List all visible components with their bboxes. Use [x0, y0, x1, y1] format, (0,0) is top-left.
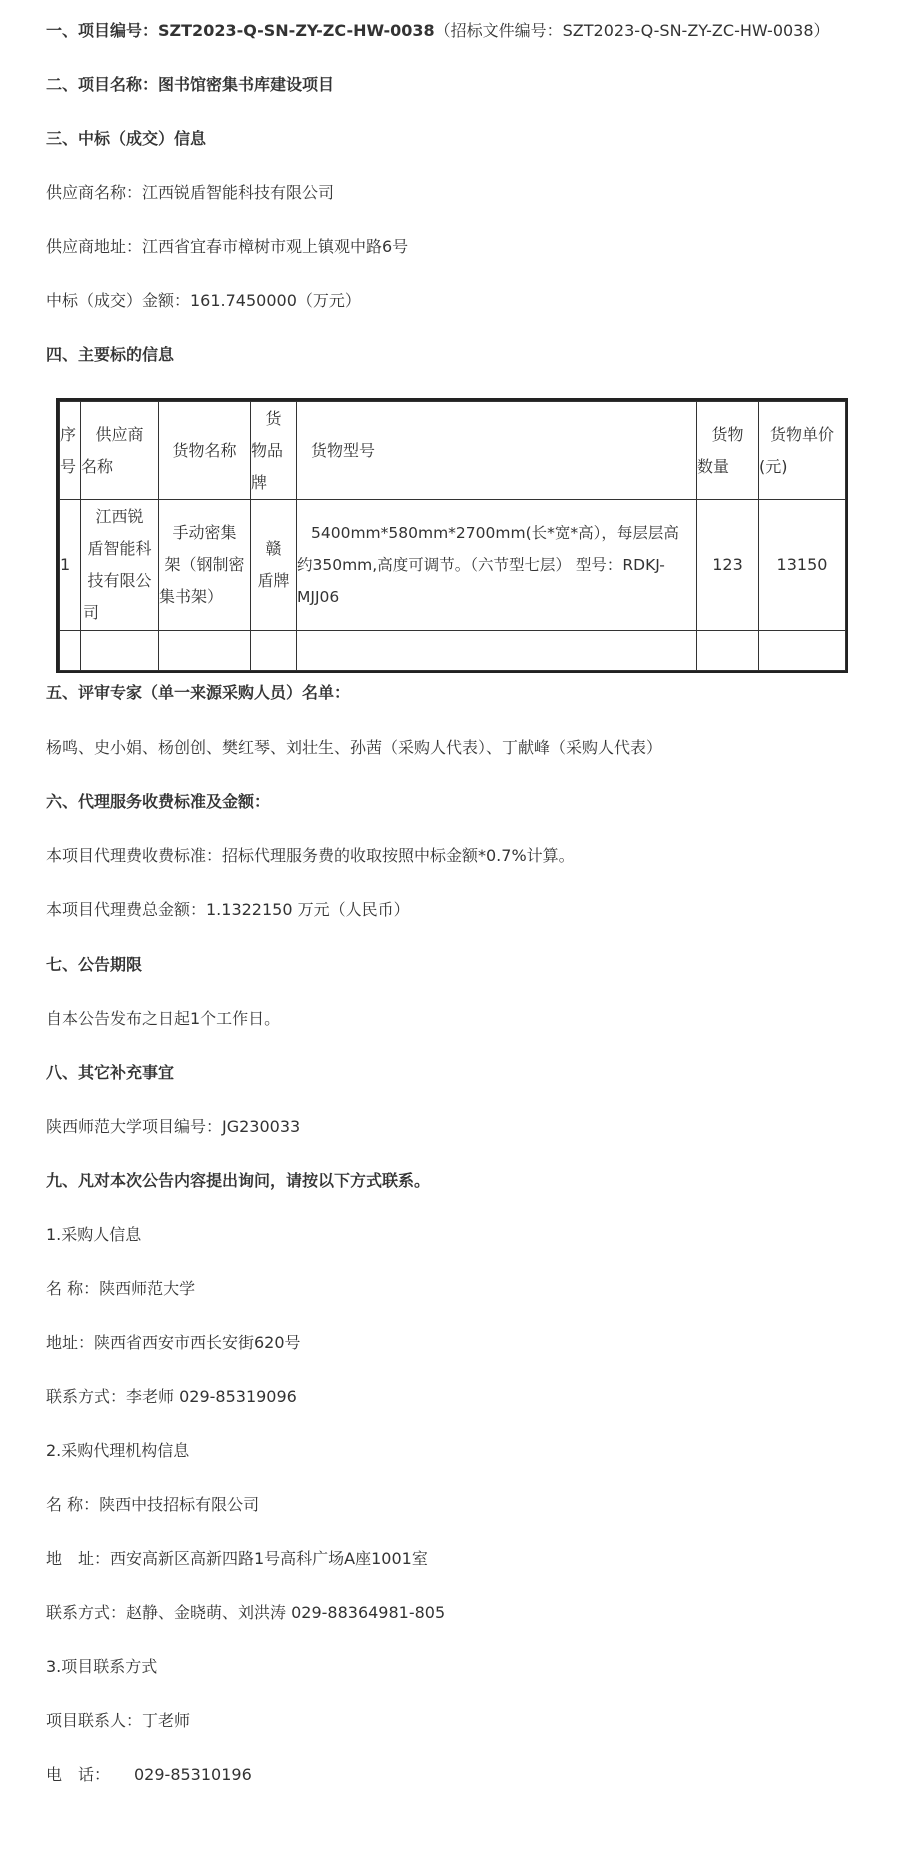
cell-goods-name-line: 架（钢制密 [164, 555, 245, 574]
fee-standard: 本项目代理费收费标准：招标代理服务费的收取按照中标金额*0.7%计算。 [46, 846, 575, 865]
notice-period: 自本公告发布之日起1个工作日。 [46, 1009, 281, 1028]
cell-supplier-line: 盾智能科 [87, 539, 152, 558]
header-price [759, 402, 846, 500]
section-award-info: 三、中标（成交）信息 [46, 129, 207, 148]
header-qty-line: 数量 [697, 456, 730, 476]
cell-empty [759, 631, 846, 671]
cell-brand-line: 盾牌 [257, 571, 290, 590]
cell-empty [697, 631, 759, 671]
header-seq-line: 号 [60, 456, 77, 476]
header-model: 货物型号 [297, 402, 697, 500]
main-items-table [59, 401, 846, 671]
section-experts: 五、评审专家（单一来源采购人员）名单： [46, 683, 351, 702]
tender-doc-number: （招标文件编号：SZT2023-Q-SN-ZY-ZC-HW-0038） [434, 21, 830, 40]
header-seq-line: 序 [60, 424, 77, 444]
cell-empty [60, 631, 81, 671]
header-brand-line: 货 [265, 408, 282, 428]
section-notice-period: 七、公告期限 [46, 955, 143, 974]
cell-model-line: 约350mm,高度可调节。（六节型七层） 型号：RDKJ- [297, 556, 665, 574]
project-number: SZT2023-Q-SN-ZY-ZC-HW-0038 [158, 21, 435, 40]
section-agency-fee: 六、代理服务收费标准及金额： [46, 792, 271, 811]
cell-empty [159, 631, 251, 671]
university-project-number: 陕西师范大学项目编号：JG230033 [46, 1117, 301, 1136]
project-contact-phone: 电 话： 029-85310196 [46, 1765, 252, 1784]
header-qty-line: 货物 [711, 424, 744, 444]
project-contact-person: 项目联系人：丁老师 [46, 1711, 191, 1730]
header-qty [697, 402, 759, 500]
agency-name: 名 称：陕西中技招标有限公司 [46, 1495, 260, 1514]
header-brand [251, 402, 297, 500]
bid-amount: 中标（成交）金额：161.7450000（万元） [46, 291, 361, 310]
cell-goods-name-line: 手动密集 [172, 523, 237, 542]
header-price-line: 货物单价 [769, 424, 834, 444]
project-contact-heading: 3.项目联系方式 [46, 1657, 158, 1676]
cell-qty: 123 [697, 500, 759, 631]
purchaser-name: 名 称：陕西师范大学 [46, 1279, 196, 1298]
cell-price: 13150 [759, 500, 846, 631]
cell-supplier-line: 司 [83, 603, 100, 622]
supplier-name: 供应商名称：江西锐盾智能科技有限公司 [46, 183, 335, 202]
header-brand-line: 牌 [251, 472, 268, 492]
header-goods-name: 货物名称 [159, 402, 251, 500]
cell-empty [251, 631, 297, 671]
section-main-items: 四、主要标的信息 [46, 345, 175, 364]
cell-goods-name-line: 集书架） [159, 587, 224, 606]
cell-brand-line: 赣 [265, 539, 282, 558]
header-supplier-line: 名称 [81, 456, 114, 476]
section-project-number [46, 20, 830, 42]
cell-supplier-line: 江西锐 [95, 507, 144, 526]
section-other-matters: 八、其它补充事宜 [46, 1063, 175, 1082]
header-supplier-line: 供应商 [95, 424, 144, 444]
purchaser-info-heading: 1.采购人信息 [46, 1225, 142, 1244]
cell-supplier-line: 技有限公 [87, 571, 152, 590]
header-seq [60, 402, 81, 500]
section-project-name: 二、项目名称：图书馆密集书库建设项目 [46, 75, 335, 94]
cell-goods-name [159, 500, 251, 631]
header-brand-line: 物品 [251, 440, 284, 460]
purchaser-address: 地址：陕西省西安市西长安街620号 [46, 1333, 301, 1352]
cell-supplier [81, 500, 159, 631]
main-items-table-frame [56, 398, 848, 673]
cell-model [297, 500, 697, 631]
agency-address: 地 址：西安高新区高新四路1号高科广场A座1001室 [46, 1549, 428, 1568]
fee-total: 本项目代理费总金额：1.1322150 万元（人民币） [46, 900, 410, 919]
agency-contact: 联系方式：赵静、金晓萌、刘洪涛 029-88364981-805 [46, 1603, 446, 1622]
cell-brand [251, 500, 297, 631]
experts-list: 杨鸣、史小娟、杨创创、樊红琴、刘壮生、孙茜（采购人代表）、丁献峰（采购人代表） [46, 738, 663, 757]
header-price-line: (元) [759, 456, 788, 476]
table-header-row [60, 402, 846, 500]
cell-empty [81, 631, 159, 671]
purchaser-contact: 联系方式：李老师 029-85319096 [46, 1387, 297, 1406]
cell-empty [297, 631, 697, 671]
table-row [60, 500, 846, 631]
header-supplier [81, 402, 159, 500]
section-contact: 九、凡对本次公告内容提出询问，请按以下方式联系。 [46, 1171, 431, 1190]
table-row-empty [60, 631, 846, 671]
cell-model-line: MJJ06 [297, 588, 340, 606]
agency-info-heading: 2.采购代理机构信息 [46, 1441, 190, 1460]
cell-seq: 1 [60, 500, 81, 631]
cell-model-line: 5400mm*580mm*2700mm(长*宽*高），每层层高 [311, 524, 679, 542]
section-project-number-label: 一、项目编号： [46, 21, 159, 40]
supplier-address: 供应商地址：江西省宜春市樟树市观上镇观中路6号 [46, 237, 409, 256]
